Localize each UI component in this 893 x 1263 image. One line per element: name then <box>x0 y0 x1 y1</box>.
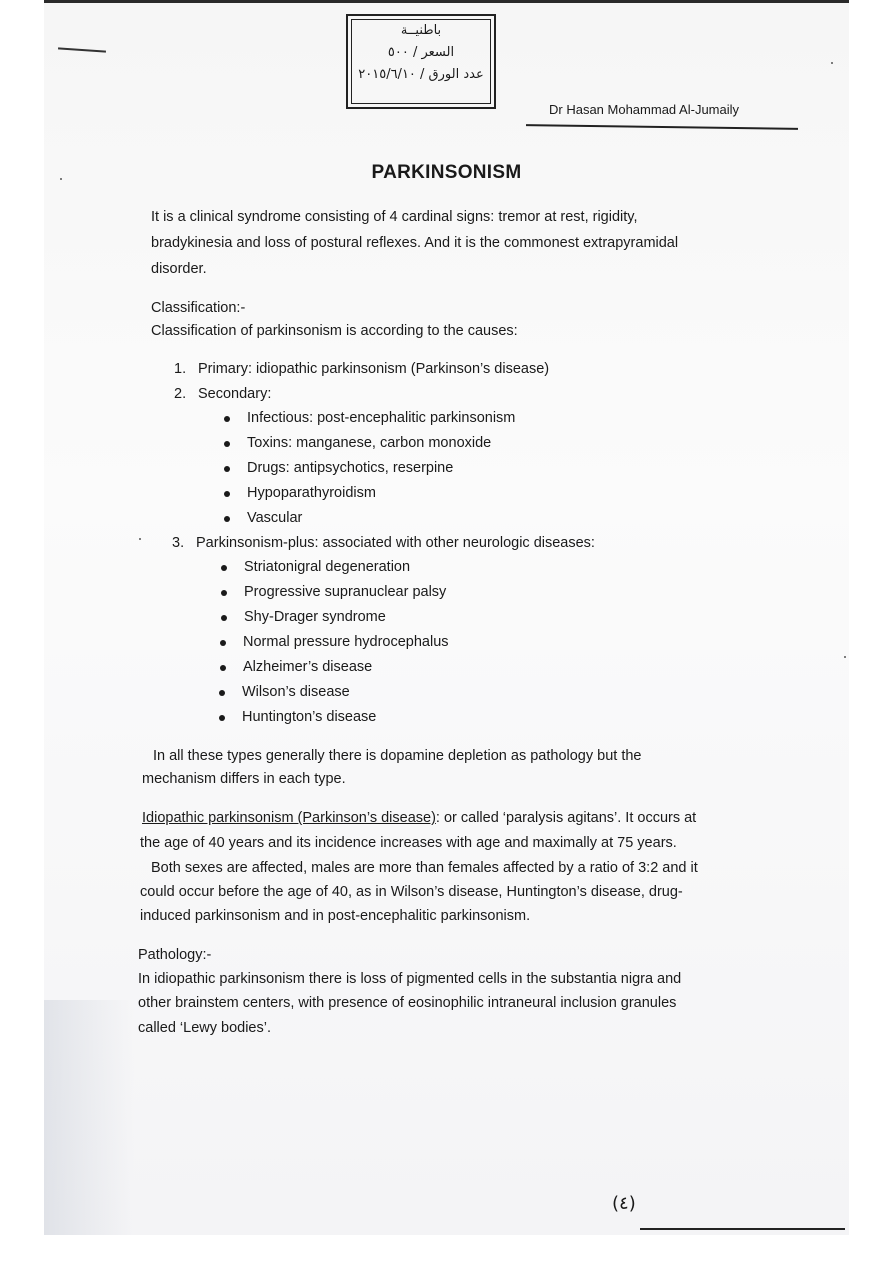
bullet-icon <box>224 416 230 422</box>
intro-line-2: bradykinesia and loss of postural reflexes. And it is the commonest extrapyramidal <box>151 235 679 251</box>
list-number-2: 2. <box>174 386 187 402</box>
bullet-icon <box>224 491 230 497</box>
pathology-line-1: In idiopathic parkinsonism there is loss of pigmented cells in the substantia nigra and <box>138 971 682 987</box>
secondary-item: Toxins: manganese, carbon monoxide <box>247 435 492 451</box>
secondary-item: Hypoparathyroidism <box>247 485 376 501</box>
author-name: Dr Hasan Mohammad Al-Jumaily <box>549 102 740 117</box>
list-number-3: 3. <box>172 535 185 551</box>
secondary-item: Vascular <box>247 510 303 526</box>
speck <box>844 656 846 658</box>
plus-item: Huntington’s disease <box>242 709 377 725</box>
bullet-icon <box>219 715 225 721</box>
bottom-line <box>640 1228 845 1230</box>
plus-item: Striatonigral degeneration <box>244 559 411 575</box>
speck <box>139 538 141 540</box>
paper-sheet <box>44 0 849 1235</box>
classification-lead: Classification of parkinsonism is according to the causes: <box>151 323 518 339</box>
idiopathic-line-2: the age of 40 years and its incidence increases with age and maximally at 75 years. <box>140 835 677 851</box>
dopamine-line-2: mechanism differs in each type. <box>142 771 346 787</box>
pathology-heading: Pathology:- <box>138 947 212 963</box>
list-item-primary: Primary: idiopathic parkinsonism (Parkinson’s disease) <box>198 361 550 377</box>
idiopathic-line-1 <box>142 805 696 831</box>
idiopathic-line-1-rest: : or called ‘paralysis agitans’. It occurs at <box>435 810 697 826</box>
stamp-line-2: السعر / ٥٠٠ <box>387 45 455 60</box>
idiopathic-line-3: Both sexes are affected, males are more than females affected by a ratio of 3:2 and it <box>151 860 698 876</box>
list-item-secondary: Secondary: <box>198 386 272 402</box>
stamp <box>346 14 496 109</box>
bullet-icon <box>221 590 227 596</box>
bullet-icon <box>224 441 230 447</box>
stamp-inner <box>351 19 491 104</box>
page-number: (٤) <box>612 1193 636 1214</box>
bullet-icon <box>221 565 227 571</box>
list-item-parkinsonism-plus: Parkinsonism-plus: associated with other neurologic diseases: <box>196 535 595 551</box>
bullet-icon <box>221 615 227 621</box>
dopamine-line-1: In all these types generally there is dopamine depletion as pathology but the <box>153 748 642 764</box>
bullet-icon <box>224 516 230 522</box>
plus-item: Alzheimer’s disease <box>243 659 373 675</box>
bullet-icon <box>220 665 226 671</box>
idiopathic-heading: Idiopathic parkinsonism (Parkinson’s disease) <box>142 810 436 826</box>
intro-line-1: It is a clinical syndrome consisting of 4 cardinal signs: tremor at rest, rigidity, <box>151 209 638 225</box>
secondary-item: Infectious: post-encephalitic parkinsonism <box>247 410 516 426</box>
plus-item: Shy-Drager syndrome <box>244 609 386 625</box>
idiopathic-line-4: could occur before the age of 40, as in Wilson’s disease, Huntington’s disease, drug- <box>140 884 683 900</box>
list-number-1: 1. <box>174 361 187 377</box>
classification-heading: Classification:- <box>151 300 246 316</box>
stamp-line-3: عدد الورق / ٢٠١٥/٦/١٠ <box>358 67 484 82</box>
top-edge <box>44 0 849 3</box>
plus-item: Wilson’s disease <box>242 684 350 700</box>
pathology-line-2: other brainstem centers, with presence of eosinophilic intraneural inclusion granules <box>138 995 677 1011</box>
idiopathic-line-5: induced parkinsonism and in post-encephalitic parkinsonism. <box>140 908 531 924</box>
speck <box>60 178 62 180</box>
secondary-item: Drugs: antipsychotics, reserpine <box>247 460 454 476</box>
page-title: PARKINSONISM <box>371 162 522 183</box>
plus-item: Progressive supranuclear palsy <box>244 584 447 600</box>
bullet-icon <box>224 466 230 472</box>
bullet-icon <box>219 690 225 696</box>
plus-item: Normal pressure hydrocephalus <box>243 634 449 650</box>
paper-shadow <box>44 1000 134 1235</box>
speck <box>831 62 833 64</box>
stamp-line-1: باطنيــة <box>400 23 442 38</box>
bullet-icon <box>220 640 226 646</box>
intro-line-3: disorder. <box>151 261 207 277</box>
pathology-line-3: called ‘Lewy bodies’. <box>138 1020 271 1036</box>
